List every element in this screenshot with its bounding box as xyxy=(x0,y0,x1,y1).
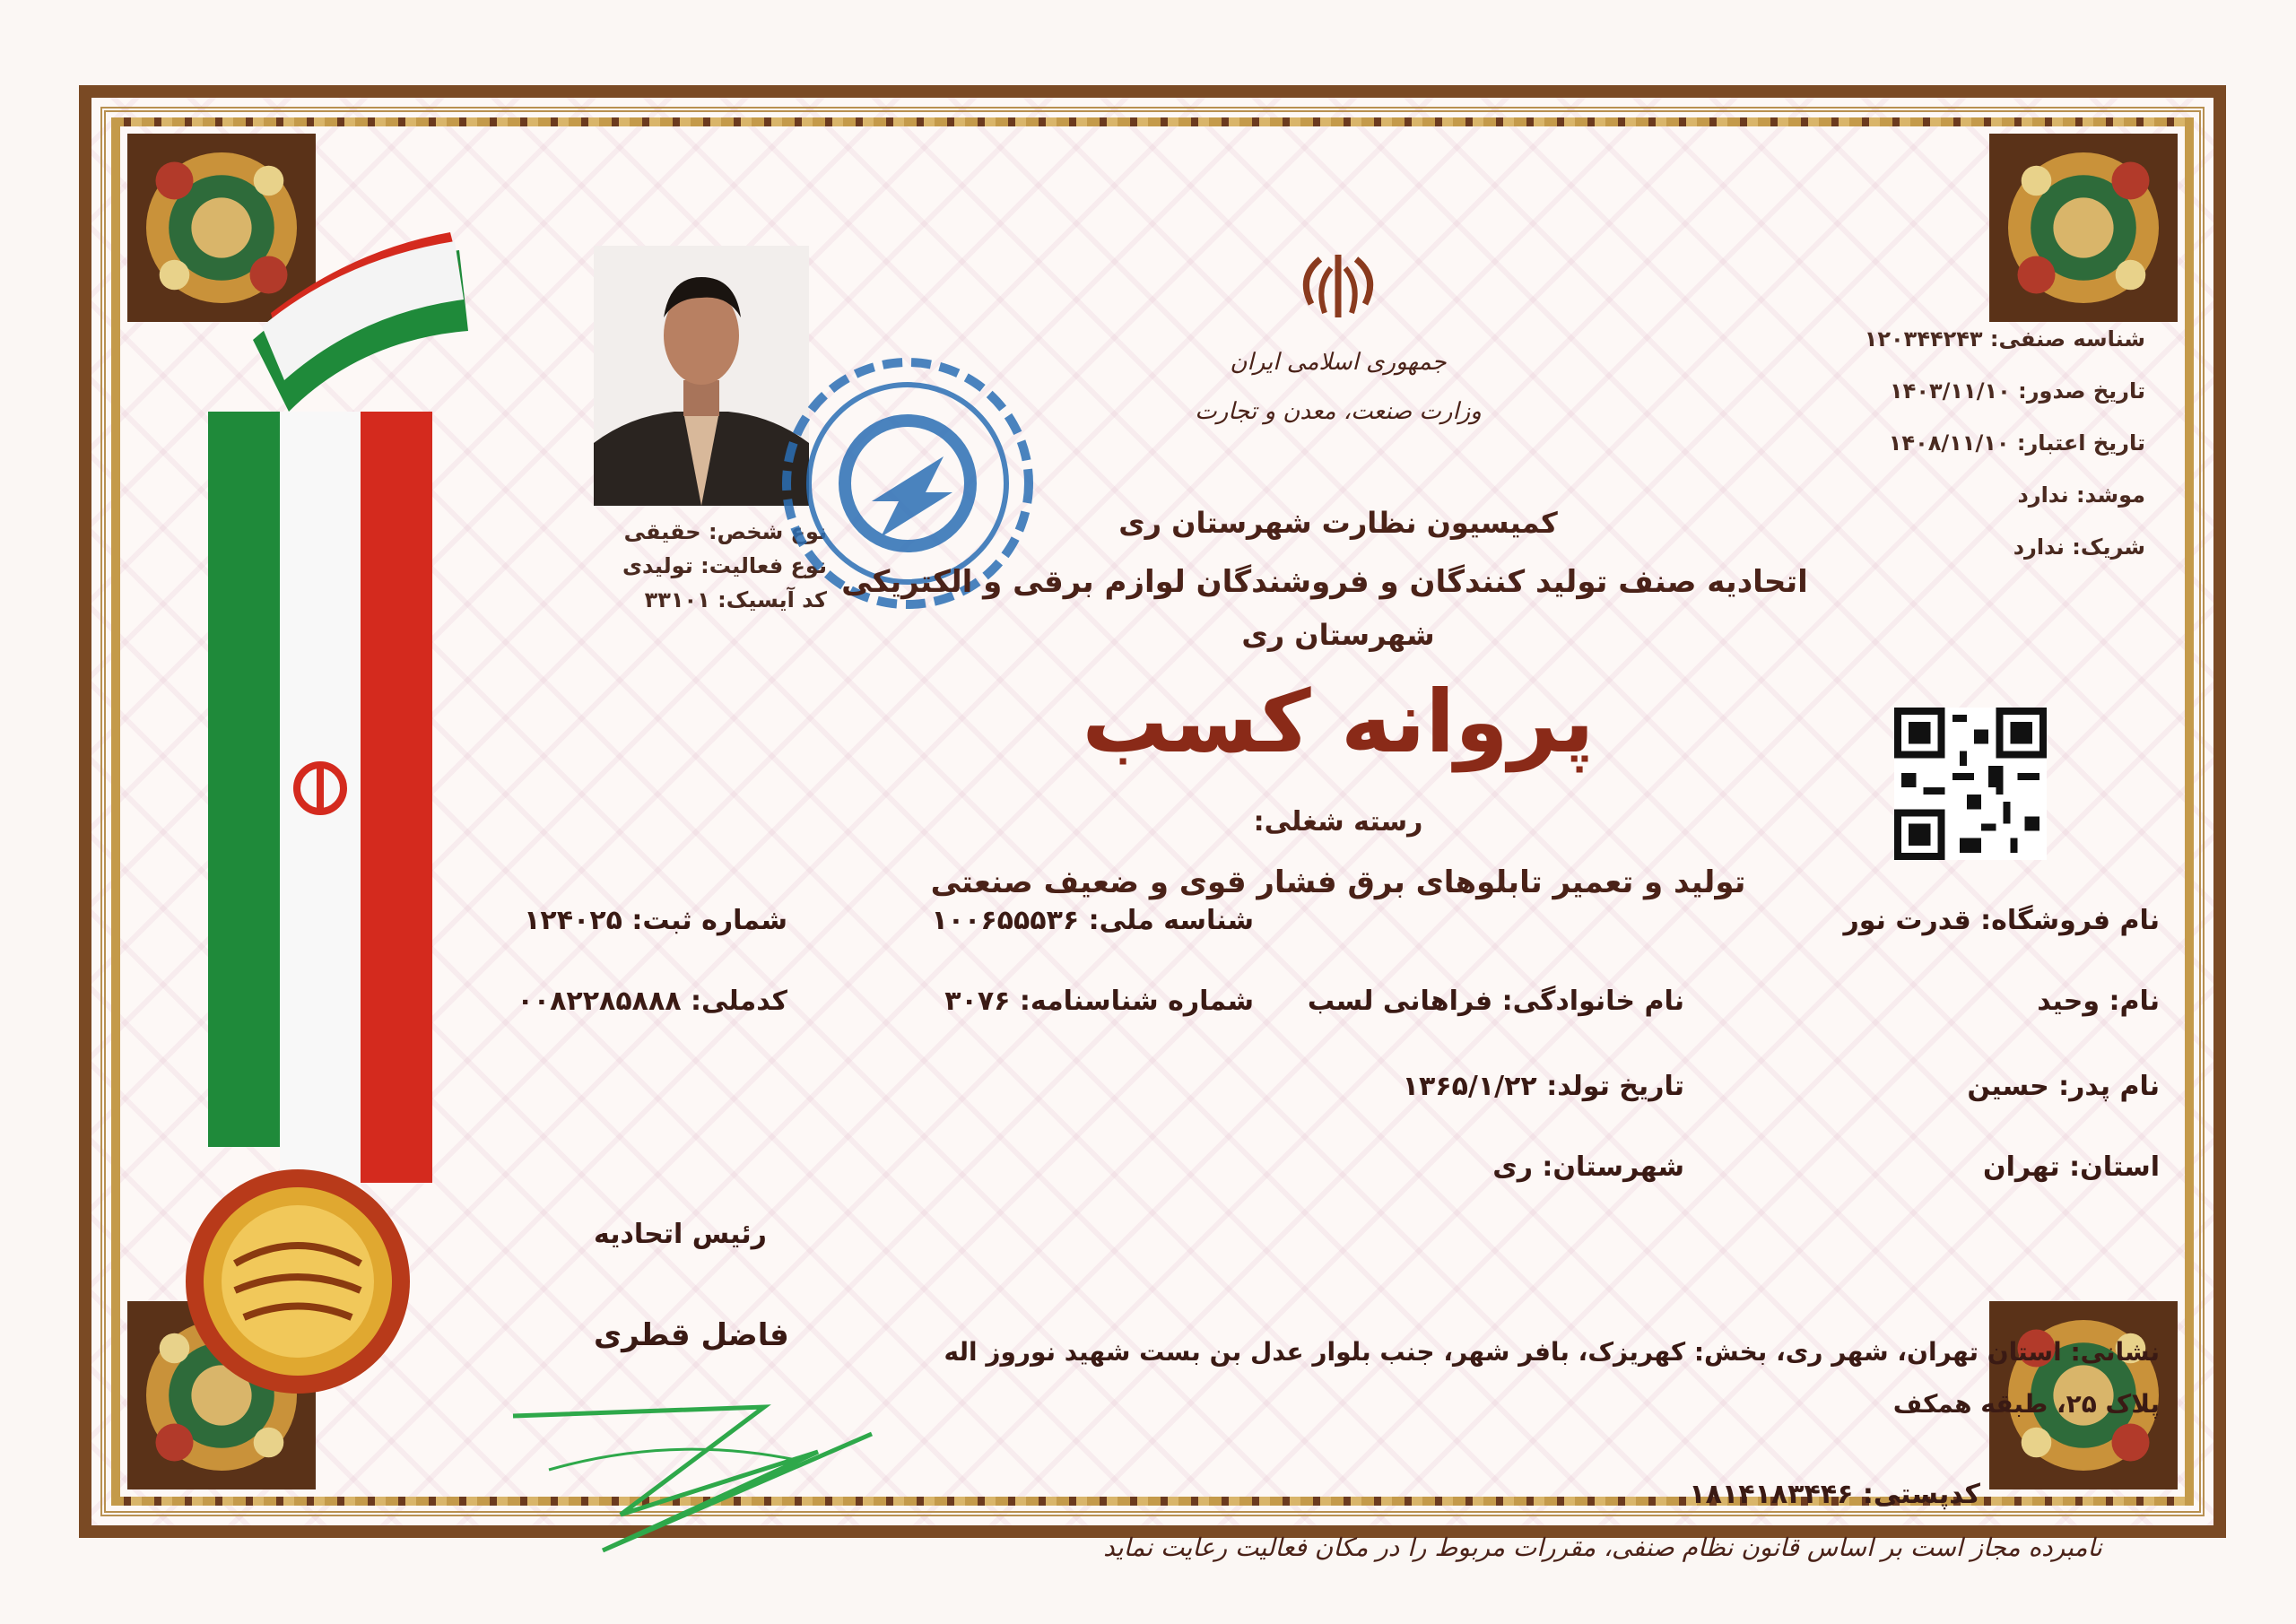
address-line-2: پلاک ۲۵، طبقه همکف xyxy=(1892,1389,2160,1419)
registration-number: شماره ثبت: ۱۲۴۰۲۵ xyxy=(524,905,787,936)
certificate xyxy=(79,85,2226,1562)
township: شهرستان: ری xyxy=(1492,1151,1684,1183)
id-number: شماره شناسنامه: ۳۰۷۶ xyxy=(944,986,1254,1017)
license-side-info xyxy=(1769,313,2145,573)
valid-date: تاریخ اعتبار: ۱۴۰۸/۱۱/۱۰ xyxy=(1888,430,2145,456)
job-description: تولید و تعمیر تابلوهای برق فشار قوی و ضعیف صنعتی xyxy=(930,864,1746,900)
activity-type: نوع فعالیت: تولیدی xyxy=(622,553,827,578)
person-type: نوع شخص: حقیقی xyxy=(623,519,827,544)
birth-date: تاریخ تولد: ۱۳۶۵/۱/۲۲ xyxy=(1402,1071,1684,1102)
city-name: شهرستان ری xyxy=(1241,618,1435,652)
country-name: جمهوری اسلامی ایران xyxy=(1230,349,1447,376)
province: استان: تهران xyxy=(1983,1151,2160,1183)
union-name: اتحادیه صنف تولید کنندگان و فروشندگان لوازم برقی و الکتریکی xyxy=(841,564,1808,600)
corner-ornament-top-right xyxy=(1989,134,2178,322)
partner: شریک: ندارد xyxy=(2013,534,2145,560)
commission-name: کمیسیون نظارت شهرستان ری xyxy=(1118,506,1558,540)
address-line-1: نشانی: استان تهران، شهر ری، بخش: کهریزک، بافر شهر، جنب بلوار عدل بن بست شهید نوروز اله xyxy=(944,1337,2160,1367)
father-name: نام پدر: حسین xyxy=(1967,1071,2160,1102)
issue-date: تاریخ صدور: ۱۴۰۳/۱۱/۱۰ xyxy=(1890,378,2145,404)
address xyxy=(904,1326,2160,1430)
owner: موشد: ندارد xyxy=(2017,482,2145,508)
footer-note: نامبرده مجاز است بر اساس قانون نظام صنفی، مقررات مربوط را در مکان فعالیت رعایت نماید xyxy=(1103,1533,2102,1562)
president-name: فاضل قطری xyxy=(594,1317,789,1353)
first-name: نام: وحید xyxy=(2037,986,2160,1017)
national-id: شناسه ملی: ۱۰۰۶۵۵۵۳۶ xyxy=(931,905,1254,936)
qr-code xyxy=(1894,708,2047,860)
isic-code: کد آیسیک: ۳۳۱۰۱ xyxy=(644,587,827,612)
iran-emblem xyxy=(1293,250,1383,331)
national-code: کدملی: ۰۰۸۲۲۸۵۸۸۸ xyxy=(517,986,787,1017)
president-role: رئیس اتحادیه xyxy=(594,1219,767,1250)
shop-name: نام فروشگاه: قدرت نور xyxy=(1843,905,2160,936)
gold-medal-emblem xyxy=(181,1165,414,1398)
family-name: نام خانوادگی: فراهانی لسب xyxy=(1307,986,1684,1017)
signature xyxy=(495,1380,926,1559)
iran-flag-ribbon xyxy=(190,232,486,1237)
page-title: پروانه کسب xyxy=(1082,672,1595,772)
postal-code: کدپستی: ۱۸۱۴۱۸۳۴۴۶ xyxy=(1689,1479,1980,1510)
ministry-name: وزارت صنعت، معدن و تجارت xyxy=(1195,398,1482,425)
job-label: رسته شغلی: xyxy=(1253,806,1423,838)
union-id: شناسه صنفی: ۱۲۰۳۴۴۲۴۳ xyxy=(1864,326,2145,352)
